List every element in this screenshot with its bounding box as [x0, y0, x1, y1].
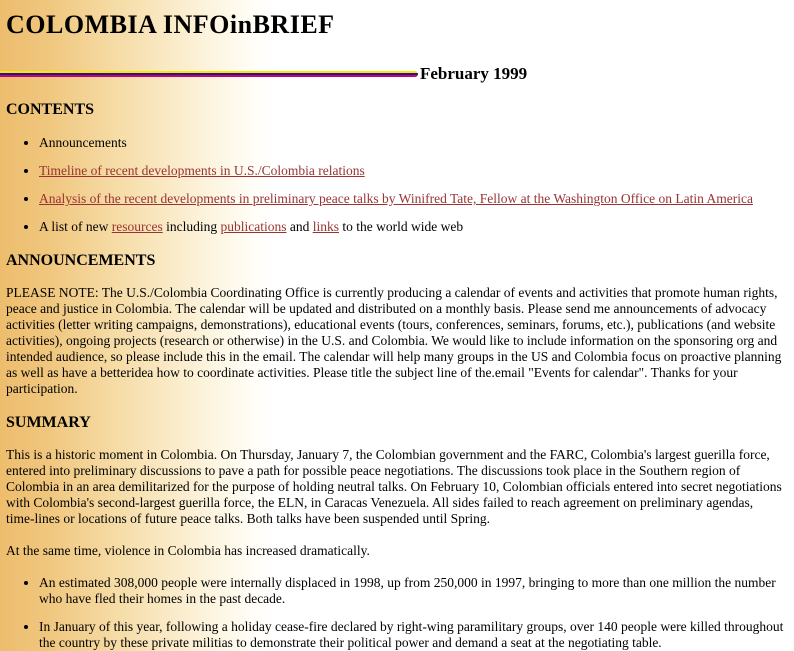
issue-date: February 1999: [420, 64, 528, 83]
contents-link[interactable]: resources: [111, 219, 163, 234]
contents-text: to the world wide web: [339, 219, 464, 234]
contents-link[interactable]: links: [312, 219, 339, 234]
contents-list-item: [39, 135, 784, 151]
summary-bullet-item: • An estimated 308,000 people were internally displaced in 1998, up from 250,000 in 1997, bringing to more than one million the number who have fled their homes in the past decade.: [39, 575, 784, 607]
date-row: [6, 64, 784, 84]
contents-list-item: [39, 219, 784, 235]
summary-heading: SUMMARY: [6, 414, 91, 431]
contents-text: and: [286, 219, 313, 234]
summary-paragraph-1: This is a historic moment in Colombia. On Thursday, January 7, the Colombian government and the FARC, Colombia's largest guerilla force, entered into preliminary discussions to pave a path for possible peace negotiations. The discussions took place in the Southern region of Colombia in an area demilitarized for the purpose of holding neutral talks. On February 10, Colombian officials entered into secret negotiations with Colombia's second-largest guerilla force, the ELN, in Caracas Venezuela. All sides failed to reach agreement on preliminary agendas, time-lines or locations of future peace talks. Both talks have been suspended until Spring.: [6, 447, 782, 526]
contents-list-item: [39, 191, 784, 207]
summary-bullet-item: • In January of this year, following a holiday cease-fire declared by right-wing paramilitary groups, over 140 people were killed throughout the country by these private militias to demonstrate their political power and demand a seat at the negotiating table.: [39, 619, 784, 651]
contents-link[interactable]: Timeline of recent developments in U.S./Colombia relations: [39, 163, 365, 178]
page-title: COLOMBIA INFOinBRIEF: [6, 10, 335, 39]
summary-bullet-list: [6, 575, 784, 651]
contents-text: Announcements: [39, 135, 127, 150]
contents-text: A list of new: [39, 219, 112, 234]
contents-text: including: [162, 219, 221, 234]
contents-list-item: [39, 163, 784, 179]
announcements-paragraph: PLEASE NOTE: The U.S./Colombia Coordinating Office is currently producing a calendar of events and activities that promote human rights, peace and justice in Colombia. The calendar will be updated and distributed on a monthly basis. Please send me announcements of advocacy activities (letter writing campaigns, demonstrations), educational events (tours, conferences, seminars, forums, etc.), publications (and website activities), ongoing projects (research or otherwise) in the U.S. and Colombia. We would like to include information on the sponsoring org and intended audience, so please include this in the email. The calendar will help many groups in the US and Colombia focus on proactive planning as well as have a betteridea how to coordinate activities. Please title the subject line of the.email "Events for calendar". Thanks for your participation.: [6, 285, 782, 396]
contents-link[interactable]: publications: [220, 219, 287, 234]
contents-heading: CONTENTS: [6, 101, 95, 118]
colombia-flag-rule: [0, 71, 418, 77]
summary-paragraph-2: At the same time, violence in Colombia has increased dramatically.: [6, 543, 370, 558]
contents-link[interactable]: Analysis of the recent developments in preliminary peace talks by Winifred Tate, Fellow at the Washington Office on Latin America: [39, 191, 753, 206]
contents-list: [6, 135, 784, 235]
announcements-heading: ANNOUNCEMENTS: [6, 252, 156, 269]
